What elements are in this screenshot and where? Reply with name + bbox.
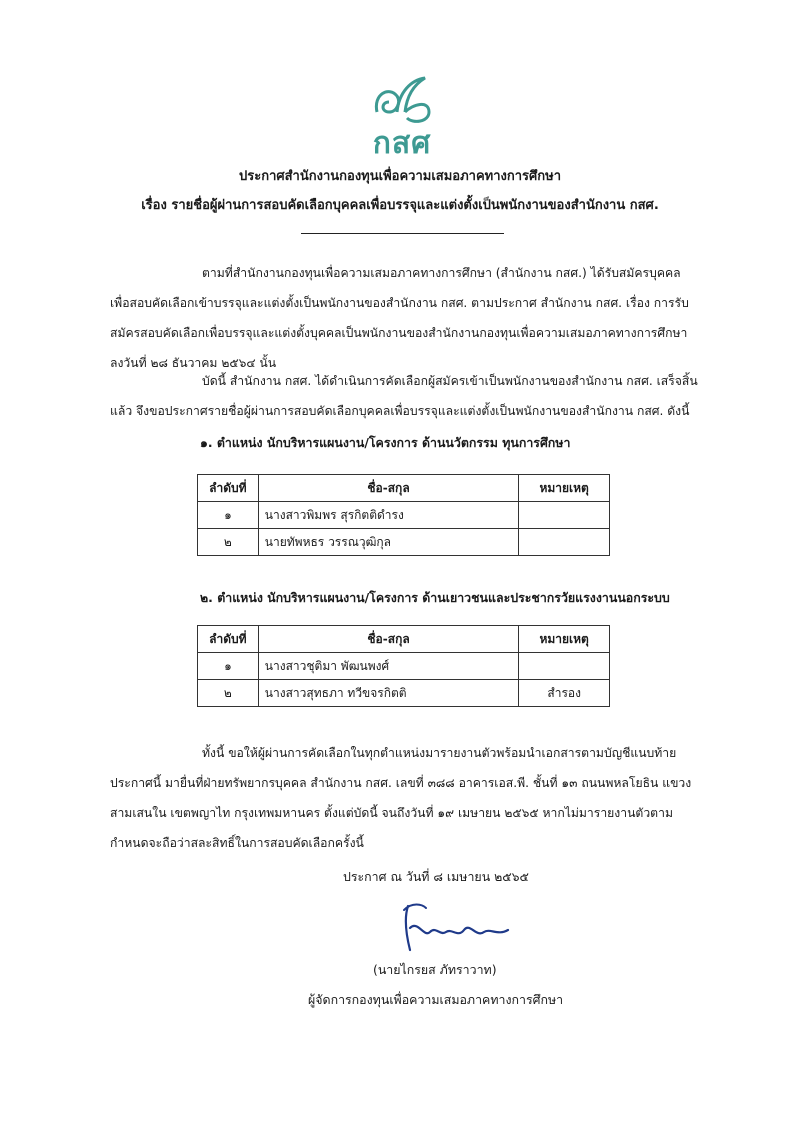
announcement-title: ประกาศสำนักงานกองทุนเพื่อความเสมอภาคทางการศึกษา <box>238 169 562 184</box>
signature-icon <box>400 898 520 958</box>
table-row <box>198 502 610 529</box>
header-note: หมายเหตุ <box>519 626 610 653</box>
header-note: หมายเหตุ <box>519 475 610 502</box>
section-2-title: ๒. ตำแหน่ง นักบริหารแผนงาน/โครงการ ด้านเยาวชนและประชากรวัยแรงงานนอกระบบ <box>200 590 670 605</box>
paragraph-background: ตามที่สำนักงานกองทุนเพื่อความเสมอภาคทางการศึกษา (สำนักงาน กสศ.) ได้รับสมัครบุคคลเพื่อสอบคัดเลือกเข้าบรรจุและแต่งตั้งเป็นพนักงานของสำนักงาน กสศ. ตามประกาศ สำนักงาน กสศ. เรื่อง การรับสมัครสอบคัดเลือกเพื่อบรรจุและแต่งตั้งบุคคลเป็นพนักงานของสำนักงานกองทุนเพื่อความเสมอภาคทางการศึกษา ลงวันที่ ๒๘ ธันวาคม ๒๕๖๔ นั้น <box>110 266 689 370</box>
signer-title: ผู้จัดการกองทุนเพื่อความเสมอภาคทางการศึกษา <box>308 992 564 1007</box>
section-1-table <box>197 474 610 556</box>
row-name: นางสาวชุติมา พัฒนพงศ์ <box>258 653 519 680</box>
table-row <box>198 653 610 680</box>
section-1-title: ๑. ตำแหน่ง นักบริหารแผนงาน/โครงการ ด้านนวัตกรรม ทุนการศึกษา <box>200 435 571 450</box>
announcement-date: ประกาศ ณ วันที่ ๘ เมษายน ๒๕๖๕ <box>343 869 529 884</box>
header-order: ลำดับที่ <box>198 475 259 502</box>
header-name: ชื่อ-สกุล <box>258 626 519 653</box>
table-header-row <box>198 475 610 502</box>
row-order: ๑ <box>198 653 259 680</box>
row-order: ๒ <box>198 680 259 707</box>
row-note: สำรอง <box>519 680 610 707</box>
logo-text: กสศ <box>372 126 432 161</box>
row-note <box>519 653 610 680</box>
row-order: ๑ <box>198 502 259 529</box>
header-order: ลำดับที่ <box>198 626 259 653</box>
announcement-subject: เรื่อง รายชื่อผู้ผ่านการสอบคัดเลือกบุคคลเพื่อบรรจุและแต่งตั้งเป็นพนักงานของสำนักงาน กสศ. <box>141 198 659 213</box>
row-note <box>519 502 610 529</box>
title-divider <box>301 233 504 234</box>
row-name: นางสาวพิมพร สุรกิตติดำรง <box>258 502 519 529</box>
table-header-row <box>198 626 610 653</box>
header-name: ชื่อ-สกุล <box>258 475 519 502</box>
eef-logo <box>360 72 444 164</box>
table-row <box>198 529 610 556</box>
logo-mark-icon <box>367 72 437 132</box>
section-2-table <box>197 625 610 707</box>
table-row <box>198 680 610 707</box>
row-order: ๒ <box>198 529 259 556</box>
paragraph-announcement: บัดนี้ สำนักงาน กสศ. ได้ดำเนินการคัดเลือกผู้สมัครเข้าเป็นพนักงานของสำนักงาน กสศ. เสร็จสิ้นแล้ว จึงขอประกาศรายชื่อผู้ผ่านการสอบคัดเลือกบุคคลเพื่อบรรจุและแต่งตั้งเป็นพนักงานของสำนักงาน กสศ. ดังนี้ <box>110 374 698 418</box>
paragraph-instructions: ทั้งนี้ ขอให้ผู้ผ่านการคัดเลือกในทุกตำแหน่งมารายงานตัวพร้อมนำเอกสารตามบัญชีแนบท้ายประกาศนี้ มายื่นที่ฝ่ายทรัพยากรบุคคล สำนักงาน กสศ. เลขที่ ๓๘๘ อาคารเอส.พี. ชั้นที่ ๑๓ ถนนพหลโยธิน แขวงสามเสนใน เขตพญาไท กรุงเทพมหานคร ตั้งแต่บัดนี้ จนถึงวันที่ ๑๙ เมษายน ๒๕๖๕ หากไม่มารายงานตัวตามกำหนดจะถือว่าสละสิทธิ์ในการสอบคัดเลือกครั้งนี้ <box>110 746 692 850</box>
row-name: นายทัพหธร วรรณวุฒิกุล <box>258 529 519 556</box>
signer-name: (นายไกรยส ภัทราวาท) <box>373 962 497 977</box>
row-note <box>519 529 610 556</box>
row-name: นางสาวสุทธภา ทวีขจรกิตติ <box>258 680 519 707</box>
